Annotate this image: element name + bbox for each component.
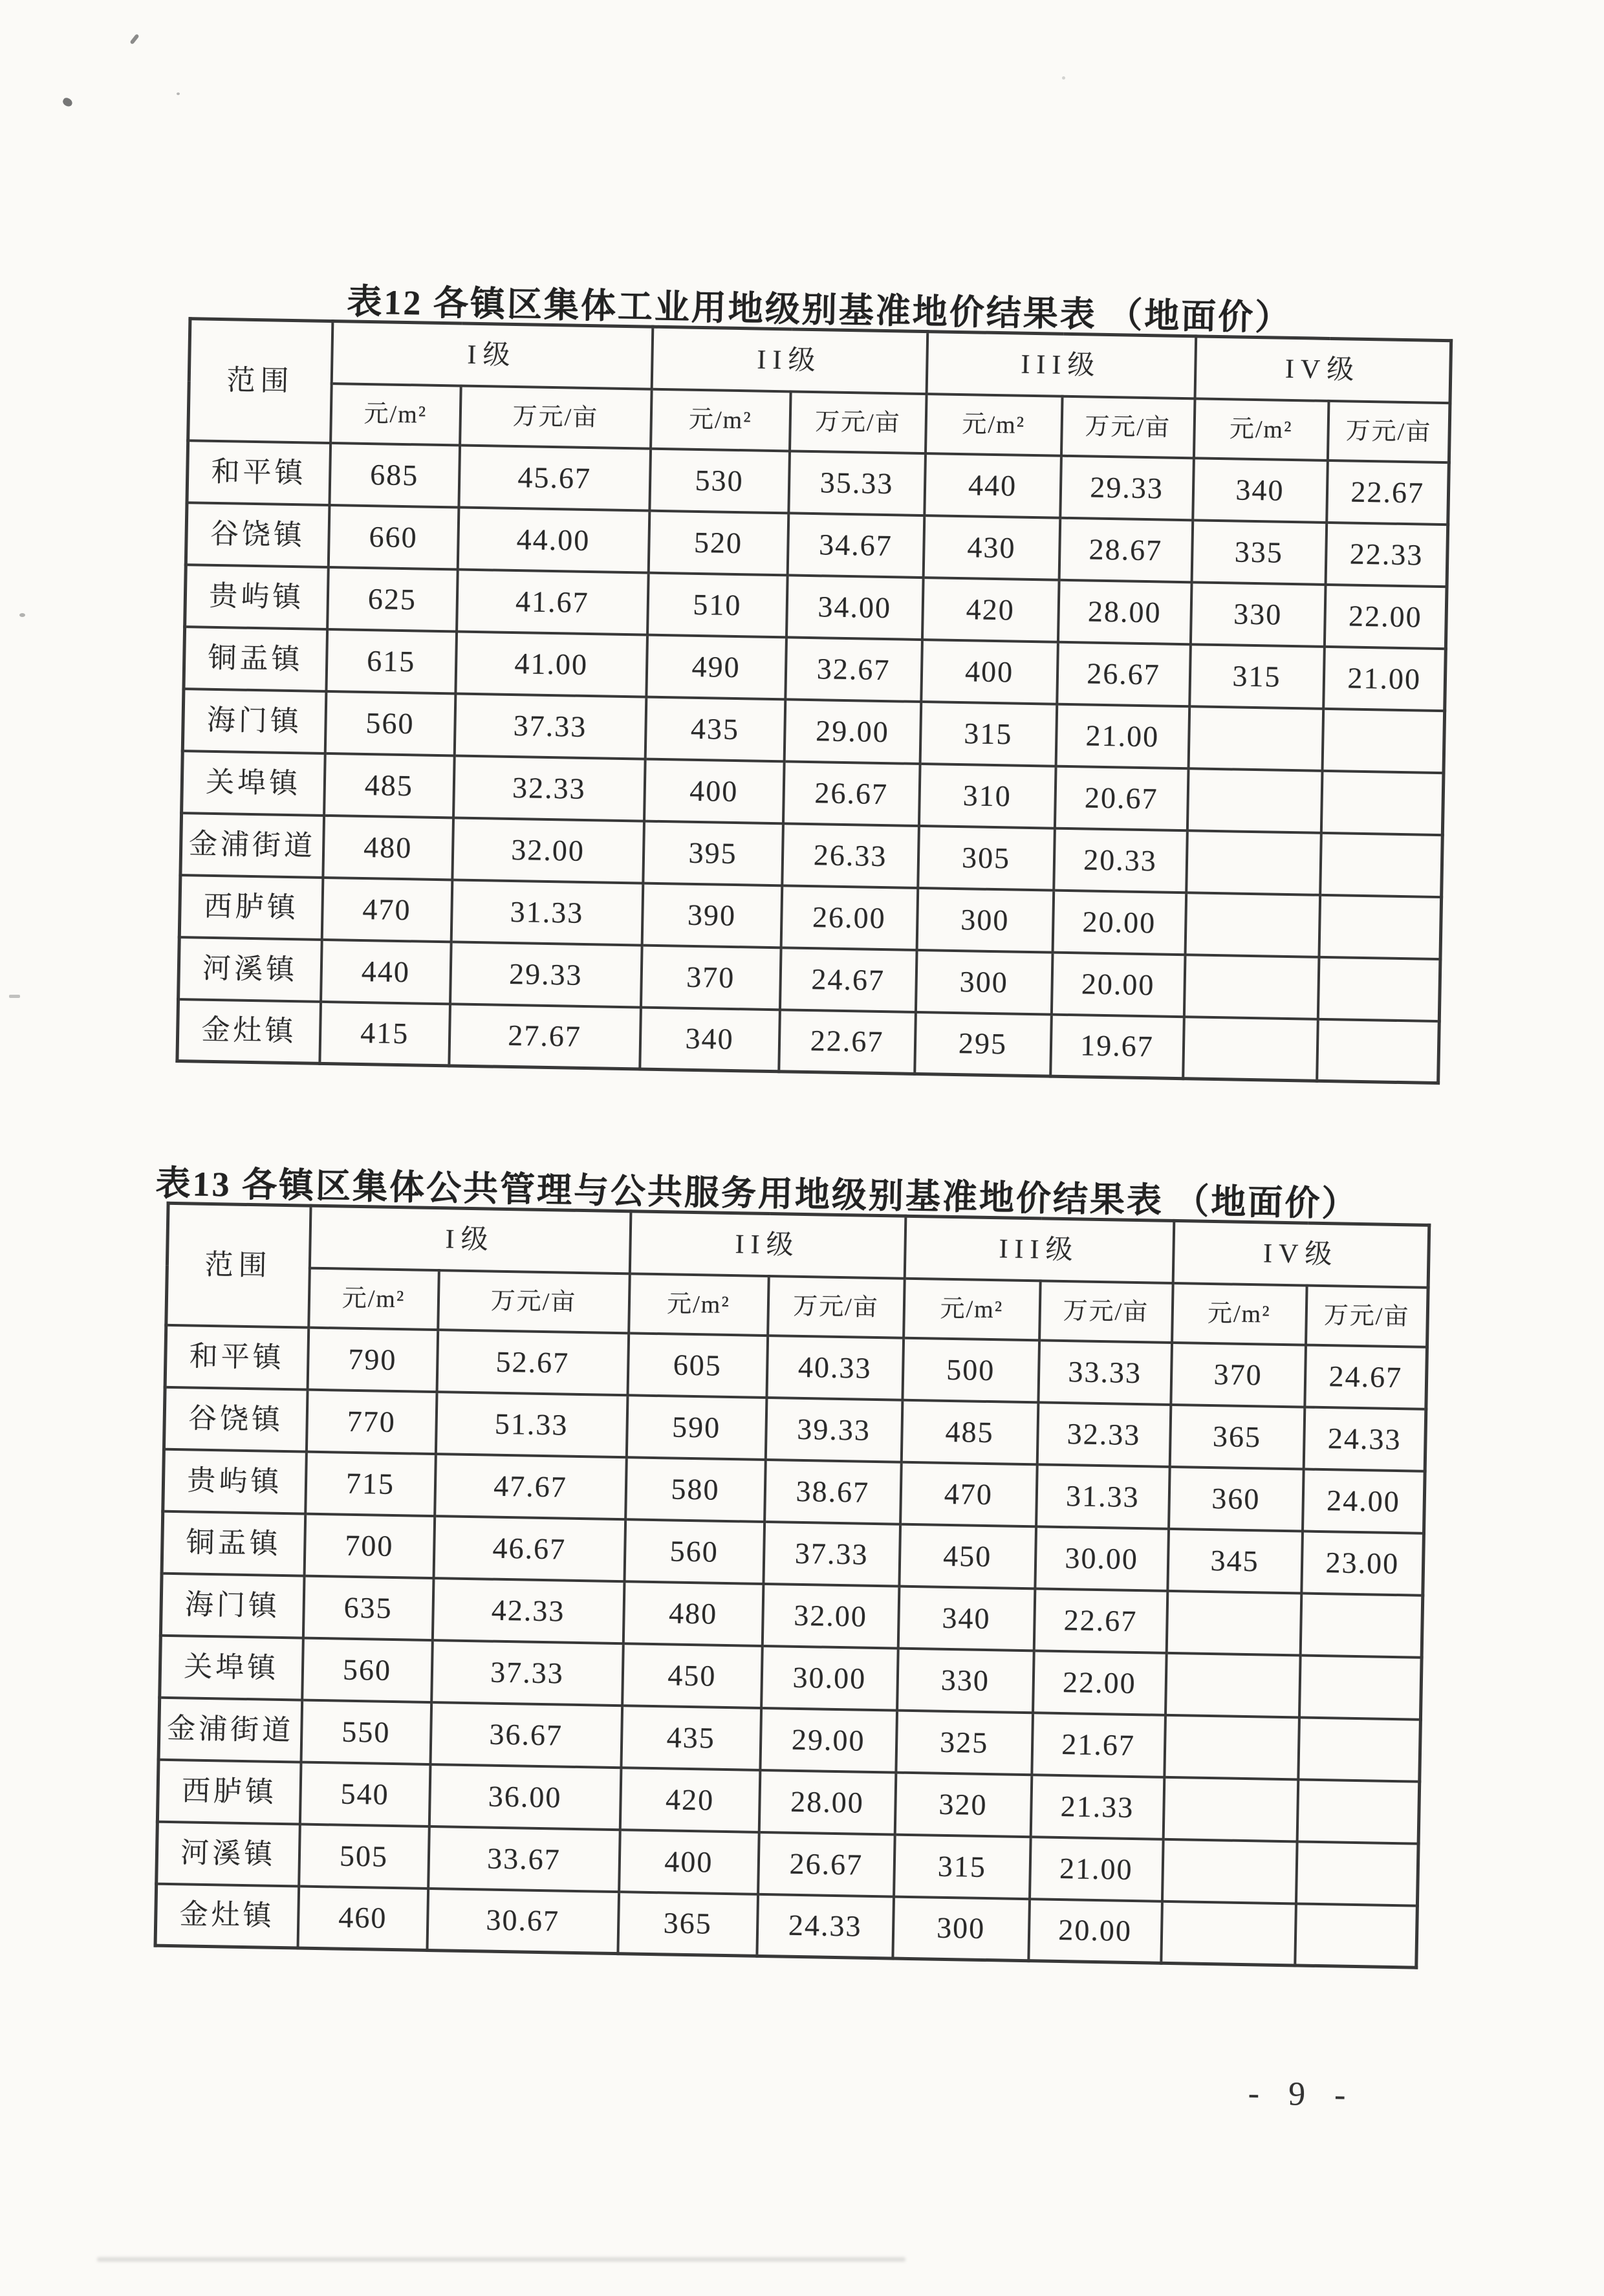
price-value-cell: 21.33	[1030, 1775, 1164, 1839]
price-value-cell: 29.00	[784, 699, 921, 764]
price-value-cell: 32.67	[785, 637, 922, 702]
price-value-cell: 390	[642, 883, 782, 948]
price-value-cell	[1183, 1017, 1318, 1081]
price-value-cell: 20.00	[1051, 952, 1185, 1017]
row-header-town: 关埠镇	[160, 1635, 303, 1700]
price-value-cell: 315	[894, 1834, 1031, 1899]
price-value-cell	[1300, 1593, 1423, 1657]
price-value-cell: 450	[622, 1643, 763, 1708]
price-value-cell: 36.67	[430, 1702, 622, 1768]
price-value-cell: 400	[619, 1830, 759, 1894]
price-value-cell: 700	[304, 1513, 435, 1577]
unit-header-wanyuan-per-mu: 万元/亩	[1327, 400, 1450, 462]
price-value-cell: 22.00	[1324, 584, 1447, 648]
level-header-4: IV级	[1195, 336, 1451, 403]
price-value-cell: 20.00	[1052, 890, 1186, 955]
level-header-1: I级	[331, 321, 653, 389]
price-value-cell: 33.67	[428, 1826, 620, 1892]
unit-header-wanyuan-per-mu: 万元/亩	[460, 385, 652, 448]
price-value-cell	[1166, 1590, 1301, 1655]
price-value-cell: 21.00	[1030, 1837, 1164, 1901]
price-value-cell: 450	[899, 1524, 1036, 1588]
price-value-cell: 660	[328, 505, 459, 569]
row-header-town: 金浦街道	[158, 1697, 302, 1762]
unit-header-yuan-per-sqm: 元/m²	[629, 1273, 769, 1336]
price-value-cell: 22.67	[779, 1010, 916, 1074]
row-header-town: 关埠镇	[182, 751, 325, 816]
price-value-cell: 32.00	[452, 818, 644, 883]
price-value-cell: 400	[921, 640, 1058, 704]
price-value-cell	[1299, 1655, 1422, 1719]
price-value-cell: 790	[307, 1327, 438, 1391]
price-value-cell: 26.67	[758, 1832, 895, 1896]
price-value-cell	[1187, 768, 1322, 833]
price-value-cell: 52.67	[437, 1330, 629, 1395]
price-value-cell: 485	[324, 753, 455, 817]
price-value-cell	[1163, 1777, 1298, 1841]
row-header-town: 金浦街道	[180, 813, 324, 878]
corner-header: 范围	[166, 1203, 310, 1327]
unit-header-yuan-per-sqm: 元/m²	[925, 394, 1062, 456]
price-value-cell: 560	[624, 1519, 764, 1584]
price-value-cell: 415	[320, 1001, 450, 1065]
price-value-cell: 440	[321, 939, 451, 1003]
price-value-cell: 34.67	[787, 513, 924, 578]
price-value-cell: 330	[897, 1648, 1034, 1713]
row-header-town: 和平镇	[187, 440, 331, 505]
row-header-town: 海门镇	[182, 689, 326, 753]
price-value-cell: 330	[1190, 582, 1325, 647]
price-value-cell: 19.67	[1050, 1014, 1184, 1079]
price-value-cell: 32.33	[1037, 1402, 1171, 1467]
price-value-cell: 295	[915, 1012, 1052, 1076]
table12-collective-industrial-land-price	[175, 317, 1453, 1085]
price-value-cell: 34.00	[786, 575, 923, 640]
price-value-cell: 20.33	[1054, 828, 1187, 893]
price-value-cell	[1317, 1019, 1440, 1083]
unit-header-yuan-per-sqm: 元/m²	[651, 389, 791, 451]
price-value-cell: 300	[916, 887, 1054, 952]
unit-header-wanyuan-per-mu: 万元/亩	[768, 1276, 905, 1338]
price-value-cell: 24.67	[779, 948, 916, 1012]
price-value-cell: 24.67	[1305, 1345, 1427, 1409]
scan-speck	[1062, 76, 1065, 80]
price-value-cell: 22.67	[1327, 460, 1449, 524]
price-value-cell: 37.33	[454, 693, 646, 759]
price-value-cell: 345	[1167, 1528, 1303, 1593]
price-value-cell: 26.33	[782, 823, 919, 888]
price-value-cell: 420	[922, 578, 1059, 642]
price-value-cell: 28.00	[759, 1770, 896, 1834]
price-value-cell: 29.33	[1060, 455, 1194, 520]
unit-header-yuan-per-sqm: 元/m²	[1172, 1283, 1307, 1345]
price-value-cell: 320	[894, 1772, 1032, 1837]
price-value-cell: 685	[329, 443, 460, 507]
price-value-cell: 550	[301, 1700, 431, 1764]
row-header-town: 海门镇	[160, 1573, 304, 1638]
price-value-cell: 715	[305, 1451, 436, 1515]
table13-collective-public-service-land-price	[153, 1202, 1431, 1969]
row-header-town: 西胪镇	[157, 1759, 301, 1824]
price-value-cell: 395	[643, 821, 783, 885]
price-value-cell: 615	[326, 629, 457, 693]
table13-title-text: 表13 各镇区集体公共管理与公共服务用地级别基准地价结果表 （地面价）	[155, 1164, 1359, 1224]
price-value-cell	[1295, 1841, 1418, 1905]
price-value-cell: 530	[649, 448, 790, 513]
price-value-cell: 420	[620, 1768, 760, 1832]
price-value-cell: 22.67	[1034, 1588, 1167, 1653]
price-value-cell: 28.00	[1057, 579, 1191, 644]
price-value-cell: 440	[924, 453, 1061, 518]
price-value-cell: 22.33	[1325, 522, 1448, 586]
price-value-cell	[1165, 1652, 1301, 1717]
price-value-cell: 35.33	[788, 451, 926, 515]
price-value-cell: 580	[625, 1457, 766, 1522]
price-value-cell: 26.00	[781, 885, 918, 950]
price-value-cell: 625	[327, 567, 458, 631]
scan-speck	[9, 995, 20, 998]
price-value-cell: 560	[325, 691, 455, 755]
price-value-cell: 30.67	[427, 1888, 619, 1953]
price-value-cell: 46.67	[433, 1516, 625, 1581]
price-value-cell: 28.67	[1059, 517, 1193, 582]
price-value-cell: 36.00	[429, 1764, 621, 1830]
price-value-cell: 520	[648, 510, 788, 575]
price-value-cell: 370	[640, 945, 781, 1010]
price-value-cell: 32.33	[453, 755, 645, 821]
price-value-cell: 480	[623, 1581, 763, 1646]
price-value-cell: 770	[306, 1389, 437, 1453]
price-value-cell: 435	[621, 1706, 761, 1770]
row-header-town: 铜盂镇	[184, 627, 327, 691]
price-value-cell	[1161, 1901, 1296, 1966]
price-value-cell: 47.67	[435, 1454, 627, 1519]
price-value-cell: 370	[1171, 1342, 1306, 1407]
row-header-town: 金灶镇	[155, 1883, 299, 1948]
price-value-cell: 22.00	[1033, 1651, 1167, 1715]
price-value-cell: 315	[920, 702, 1057, 766]
price-value-cell: 360	[1169, 1466, 1304, 1531]
price-value-cell: 325	[896, 1710, 1033, 1775]
unit-header-wanyuan-per-mu: 万元/亩	[790, 391, 927, 453]
price-value-cell: 560	[302, 1638, 433, 1702]
level-header-3: III级	[926, 332, 1196, 398]
level-header-4: IV级	[1173, 1220, 1429, 1287]
price-value-cell	[1164, 1715, 1299, 1779]
price-value-cell: 505	[299, 1824, 429, 1888]
price-value-cell: 24.33	[757, 1894, 894, 1958]
price-value-cell: 26.67	[783, 761, 920, 826]
price-value-cell: 21.00	[1056, 704, 1189, 768]
table12-title: 表12 各镇区集体工业用地级别基准地价结果表 （地面价）	[346, 282, 1292, 338]
page-number: - 9 -	[1248, 2075, 1356, 2114]
price-value-cell: 300	[915, 949, 1052, 1014]
row-header-town: 西胪镇	[179, 875, 323, 940]
price-value-cell: 470	[321, 877, 452, 941]
unit-header-wanyuan-per-mu: 万元/亩	[438, 1270, 630, 1333]
price-value-cell	[1317, 957, 1440, 1021]
price-value-cell: 470	[900, 1462, 1037, 1526]
price-value-cell: 44.00	[457, 507, 649, 572]
price-value-cell	[1184, 955, 1319, 1019]
price-value-cell: 31.33	[1036, 1464, 1170, 1529]
row-header-town: 河溪镇	[157, 1821, 300, 1886]
price-value-cell: 340	[640, 1007, 780, 1072]
price-value-cell: 400	[644, 759, 785, 823]
price-value-cell: 41.00	[455, 631, 647, 697]
price-value-cell: 315	[1189, 644, 1325, 709]
price-value-cell: 38.67	[764, 1459, 902, 1524]
price-value-cell: 21.00	[1323, 646, 1446, 710]
price-value-cell	[1185, 893, 1320, 957]
price-value-cell: 26.67	[1057, 642, 1191, 706]
price-value-cell: 305	[918, 825, 1055, 890]
price-value-cell: 635	[303, 1576, 433, 1640]
price-value-cell: 24.33	[1303, 1407, 1426, 1471]
row-header-town: 铜盂镇	[162, 1511, 305, 1576]
price-value-cell: 340	[1193, 458, 1328, 523]
price-value-cell: 590	[626, 1395, 766, 1460]
price-value-cell: 30.00	[1035, 1526, 1169, 1591]
price-value-cell	[1162, 1839, 1297, 1903]
price-value-cell	[1321, 770, 1444, 834]
unit-header-wanyuan-per-mu: 万元/亩	[1061, 396, 1195, 458]
scan-speck	[177, 92, 180, 95]
price-value-cell: 40.33	[766, 1336, 904, 1400]
price-value-cell: 24.00	[1302, 1469, 1425, 1533]
row-header-town: 金灶镇	[177, 999, 321, 1064]
price-value-cell: 490	[646, 634, 786, 699]
price-value-cell: 340	[898, 1586, 1035, 1651]
price-value-cell: 365	[618, 1892, 758, 1956]
price-value-cell: 435	[645, 697, 785, 761]
row-header-town: 和平镇	[165, 1325, 309, 1389]
price-value-cell	[1186, 830, 1321, 895]
price-value-cell: 540	[299, 1762, 430, 1826]
price-value-cell: 30.00	[761, 1645, 898, 1710]
price-value-cell: 37.33	[431, 1640, 623, 1706]
price-value-cell: 335	[1191, 520, 1327, 585]
price-value-cell	[1298, 1717, 1421, 1781]
price-value-cell: 39.33	[765, 1398, 902, 1462]
price-value-cell: 460	[298, 1886, 428, 1950]
price-value-cell: 29.00	[760, 1707, 897, 1772]
price-value-cell: 31.33	[451, 880, 643, 945]
level-header-3: III级	[904, 1216, 1174, 1283]
price-value-cell: 33.33	[1038, 1340, 1172, 1405]
price-value-cell: 300	[893, 1896, 1030, 1961]
price-value-cell: 500	[902, 1338, 1039, 1402]
price-value-cell: 29.33	[450, 942, 642, 1007]
level-header-1: I级	[309, 1206, 631, 1273]
price-value-cell: 41.67	[457, 569, 649, 634]
row-header-town: 河溪镇	[179, 937, 322, 1002]
level-header-2: II级	[651, 327, 927, 393]
price-value-cell	[1188, 706, 1323, 771]
unit-header-wanyuan-per-mu: 万元/亩	[1039, 1281, 1173, 1343]
price-value-cell	[1319, 894, 1442, 958]
price-value-cell: 430	[923, 515, 1060, 580]
price-value-cell	[1295, 1903, 1418, 1967]
row-header-town: 谷饶镇	[186, 503, 329, 567]
price-value-cell	[1297, 1779, 1420, 1843]
level-header-2: II级	[629, 1211, 905, 1278]
price-value-cell: 480	[323, 815, 453, 879]
price-value-cell: 51.33	[435, 1392, 627, 1457]
row-header-town: 谷饶镇	[164, 1387, 307, 1451]
price-value-cell: 27.67	[449, 1004, 641, 1069]
corner-header: 范围	[188, 319, 332, 443]
price-value-cell: 21.67	[1032, 1713, 1165, 1777]
price-value-cell	[1322, 708, 1445, 772]
unit-header-yuan-per-sqm: 元/m²	[904, 1278, 1041, 1340]
scan-bleedthrough-smudge	[97, 2257, 905, 2262]
price-value-cell: 42.33	[432, 1578, 624, 1643]
price-value-cell: 20.67	[1054, 766, 1188, 830]
row-header-town: 贵屿镇	[163, 1449, 307, 1513]
price-value-cell: 45.67	[459, 445, 651, 510]
unit-header-yuan-per-sqm: 元/m²	[1193, 398, 1328, 460]
unit-header-wanyuan-per-mu: 万元/亩	[1306, 1285, 1429, 1347]
row-header-town: 贵屿镇	[185, 565, 329, 629]
price-value-cell: 605	[627, 1333, 768, 1398]
unit-header-yuan-per-sqm: 元/m²	[309, 1268, 439, 1329]
scan-speck	[19, 613, 25, 617]
price-value-cell: 365	[1169, 1404, 1305, 1469]
price-value-cell: 32.00	[762, 1583, 899, 1648]
price-value-cell: 37.33	[763, 1521, 900, 1586]
price-value-cell: 485	[901, 1400, 1038, 1464]
price-value-cell: 510	[647, 572, 788, 637]
price-value-cell: 20.00	[1028, 1899, 1162, 1964]
price-value-cell	[1320, 832, 1443, 896]
price-value-cell: 23.00	[1301, 1531, 1424, 1595]
unit-header-yuan-per-sqm: 元/m²	[331, 384, 461, 445]
price-value-cell: 310	[918, 763, 1056, 828]
